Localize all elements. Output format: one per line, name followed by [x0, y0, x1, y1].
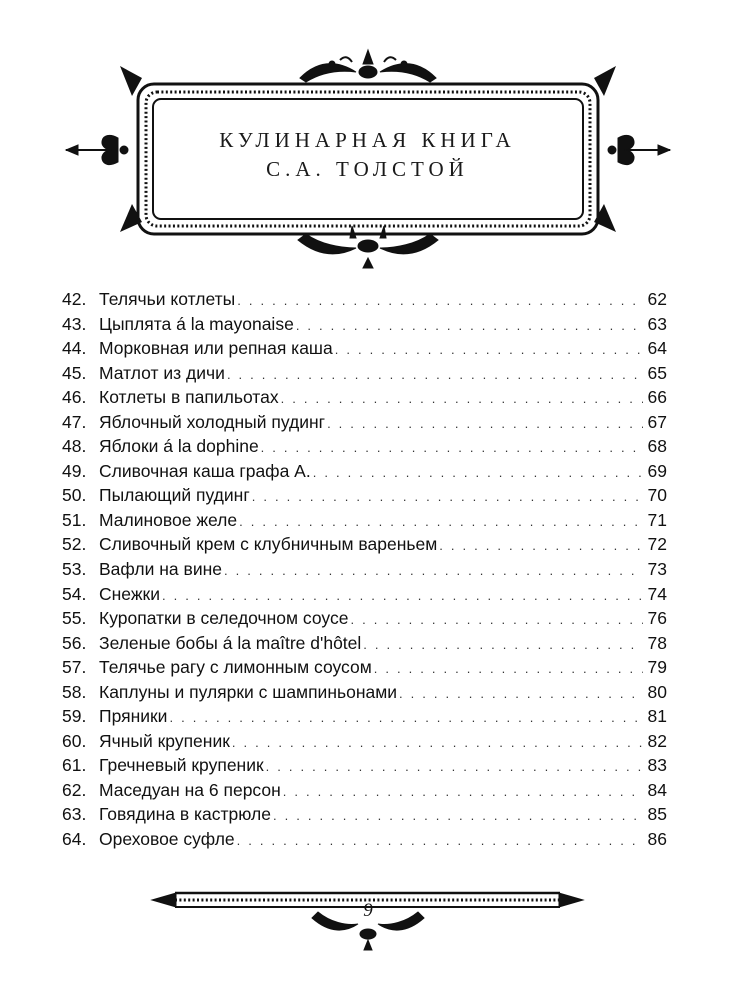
entry-page: 73: [647, 559, 667, 580]
entry-title: Куропатки в селедочном соусе: [99, 608, 349, 629]
bottom-flourish-icon: [298, 226, 438, 268]
dot-leader: [296, 314, 643, 338]
dot-leader: [237, 829, 643, 853]
toc-entry: [62, 508, 667, 533]
toc-entry: [62, 532, 667, 557]
entry-number: 52.: [62, 534, 87, 555]
toc-entry: [62, 287, 667, 312]
entry-page: 65: [647, 362, 667, 383]
right-flourish-icon: [608, 135, 670, 164]
dot-leader: [169, 706, 643, 730]
entry-page: 69: [647, 460, 667, 481]
entry-page: 80: [647, 681, 667, 702]
toc-entry: [62, 802, 667, 827]
entry-page: 72: [647, 534, 667, 555]
book-title-line-1: КУЛИНАРНАЯ КНИГА: [219, 128, 516, 152]
entry-title: Гречневый крупеник: [99, 755, 264, 776]
entry-number: 55.: [62, 608, 87, 629]
toc-entry: [62, 655, 667, 680]
page-number: 9: [363, 900, 373, 921]
entry-page: 66: [647, 387, 667, 408]
entry-title: Яблочный холодный пудинг: [99, 411, 326, 432]
dot-leader: [335, 338, 643, 362]
toc-entry: [62, 312, 667, 337]
entry-number: 63.: [62, 804, 87, 825]
entry-title: Пылающий пудинг: [99, 485, 250, 506]
dot-leader: [273, 804, 643, 828]
entry-number: 49.: [62, 460, 87, 481]
entry-number: 48.: [62, 436, 87, 457]
entry-title: Телячье рагу с лимонным соусом: [99, 657, 372, 678]
dot-leader: [261, 436, 643, 460]
entry-title: Пряники: [99, 706, 168, 727]
toc-entry: [62, 729, 667, 754]
toc-entry: [62, 434, 667, 459]
dot-leader: [327, 412, 643, 436]
dot-leader: [374, 657, 643, 681]
entry-title: Ореховое суфле: [99, 829, 235, 850]
toc-entry: [62, 483, 667, 508]
entry-number: 45.: [62, 362, 87, 383]
entry-page: 68: [647, 436, 667, 457]
entry-page: 85: [647, 804, 667, 825]
entry-number: 56.: [62, 632, 87, 653]
dot-leader: [232, 731, 643, 755]
entry-title: Маседуан на 6 персон: [99, 779, 281, 800]
entry-number: 59.: [62, 706, 87, 727]
entry-title: Морковная или репная каша: [99, 338, 333, 359]
toc-entry: [62, 361, 667, 386]
entry-title: Говядина в кастрюле: [99, 804, 271, 825]
toc-entry: [62, 827, 667, 852]
toc-entry: [62, 385, 667, 410]
entry-page: 76: [647, 608, 667, 629]
table-of-contents: [62, 287, 667, 852]
toc-entry: [62, 680, 667, 705]
entry-page: 82: [647, 730, 667, 751]
entry-number: 61.: [62, 755, 87, 776]
dot-leader: [439, 534, 643, 558]
left-flourish-icon: [66, 135, 128, 164]
toc-entry: [62, 753, 667, 778]
dot-leader: [350, 608, 643, 632]
entry-number: 43.: [62, 313, 87, 334]
dot-leader: [237, 289, 643, 313]
entry-page: 62: [647, 289, 667, 309]
dot-leader: [239, 510, 643, 534]
dot-leader: [224, 559, 643, 583]
dot-leader: [281, 387, 643, 411]
toc-entry: [62, 410, 667, 435]
entry-title: Цыплята á la mayonaise: [99, 313, 294, 334]
entry-page: 64: [647, 338, 667, 359]
entry-title: Зеленые бобы á la maître d'hôtel: [99, 632, 362, 653]
entry-title: Сливочная каша графа А.: [99, 460, 311, 481]
entry-page: 78: [647, 632, 667, 653]
entry-title: Ячный крупеник: [99, 730, 230, 751]
entry-title: Сливочный крем с клубничным вареньем: [99, 534, 438, 555]
entry-page: 79: [647, 657, 667, 678]
entry-page: 83: [647, 755, 667, 776]
entry-number: 51.: [62, 509, 87, 530]
toc-entry: [62, 778, 667, 803]
entry-page: 86: [647, 829, 667, 850]
entry-page: 74: [647, 583, 667, 604]
toc-entry: [62, 336, 667, 361]
entry-page: 71: [647, 509, 667, 530]
top-flourish-icon: [300, 50, 436, 82]
entry-title: Котлеты в папильотах: [99, 387, 279, 408]
entry-title: Матлот из дичи: [99, 362, 225, 383]
entry-title: Малиновое желе: [99, 509, 238, 530]
entry-number: 53.: [62, 559, 87, 580]
entry-page: 63: [647, 313, 667, 334]
dot-leader: [266, 755, 643, 779]
entry-page: 67: [647, 411, 667, 432]
entry-title: Снежки: [99, 583, 160, 604]
book-title-line-2: С.А. ТОЛСТОЙ: [266, 157, 469, 181]
entry-number: 57.: [62, 657, 87, 678]
dot-leader: [162, 584, 643, 608]
entry-page: 81: [647, 706, 667, 727]
entry-number: 60.: [62, 730, 87, 751]
dot-leader: [252, 485, 643, 509]
entry-number: 46.: [62, 387, 87, 408]
toc-entry: [62, 557, 667, 582]
toc-entry: [62, 631, 667, 656]
entry-number: 47.: [62, 411, 87, 432]
entry-page: 70: [647, 485, 667, 506]
toc-entry: [62, 606, 667, 631]
toc-entry: [62, 459, 667, 484]
dot-leader: [283, 780, 643, 804]
entry-title: Каплуны и пулярки с шампиньонами: [99, 681, 398, 702]
entry-title: Вафли на вине: [99, 559, 222, 580]
dot-leader: [363, 633, 643, 657]
dot-leader: [227, 363, 643, 387]
dot-leader: [399, 682, 643, 706]
entry-number: 62.: [62, 779, 87, 800]
entry-title: Яблоки á la dophine: [99, 436, 259, 457]
entry-number: 58.: [62, 681, 87, 702]
entry-number: 64.: [62, 829, 87, 850]
toc-entry: [62, 704, 667, 729]
entry-number: 54.: [62, 583, 87, 604]
entry-number: 44.: [62, 338, 87, 359]
entry-title: Телячьи котлеты: [99, 289, 236, 309]
entry-number: 42.: [62, 289, 87, 309]
toc-entry: [62, 582, 667, 607]
dot-leader: [313, 461, 643, 485]
entry-number: 50.: [62, 485, 87, 506]
entry-page: 84: [647, 779, 667, 800]
